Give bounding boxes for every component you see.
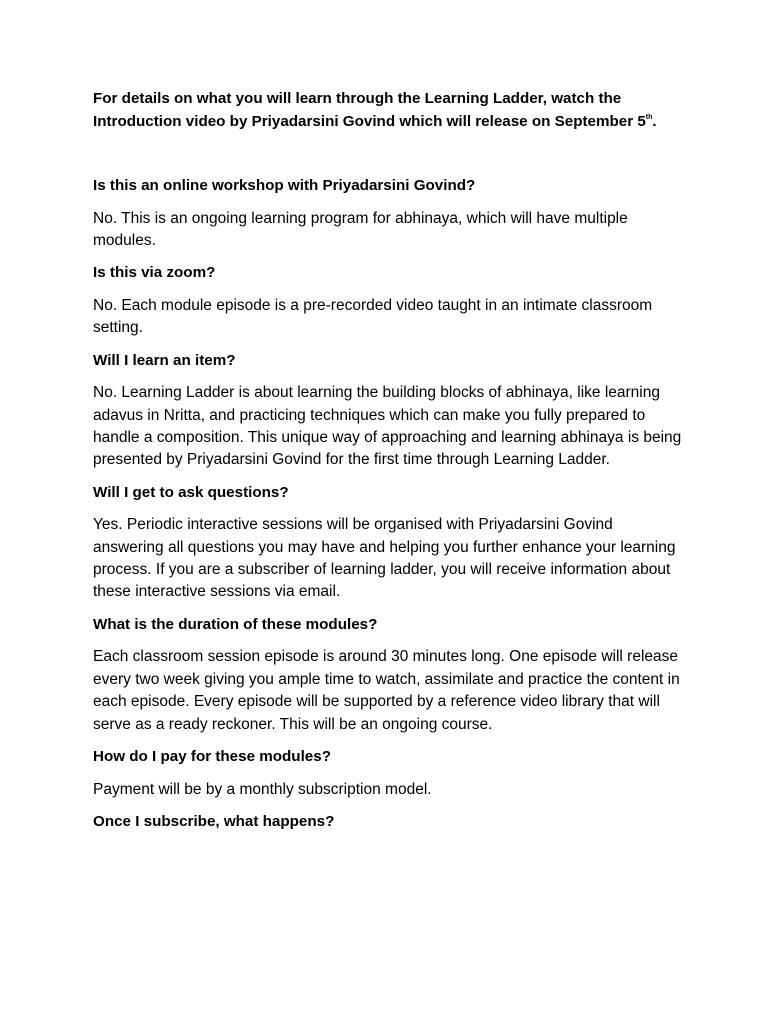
faq-section <box>93 175 683 833</box>
faq-question: Is this an online workshop with Priyadarsini Govind? <box>93 177 476 194</box>
faq-question: How do I pay for these modules? <box>93 748 331 765</box>
faq-answer: Yes. Periodic interactive sessions will be organised with Priyadarsini Govind answering all questions you may have and helping you further enhance your learning process. If you are a subscriber of learning ladder, you will receive information about these interactive sessions via email. <box>93 516 676 601</box>
faq-answer: No. Each module episode is a pre-recorded video taught in an intimate classroom setting. <box>93 296 653 337</box>
faq-answer: No. This is an ongoing learning program for abhinaya, which will have multiple modules. <box>93 209 628 249</box>
intro-paragraph <box>93 88 683 133</box>
document-body <box>93 88 683 843</box>
intro-tail: . <box>652 112 657 130</box>
intro-text: For details on what you will learn through the Learning Ladder, watch the Introduction video by Priyadarsini Govind which will release on September 5 <box>93 90 646 130</box>
faq-answer: Payment will be by a monthly subscription model. <box>93 780 432 798</box>
faq-answer: No. Learning Ladder is about learning the building blocks of abhinaya, like learning adavus in Nritta, and practicing techniques which can make you fully prepared to handle a composition. This unique way of approaching and learning abhinaya is being presented by Priyadarsini Govind for the first time through Learning Ladder. <box>93 384 682 469</box>
faq-question: Will I learn an item? <box>93 351 236 369</box>
faq-question: Once I subscribe, what happens? <box>93 812 335 830</box>
intro-superscript: th <box>645 113 653 121</box>
faq-answer: Each classroom session episode is around 30 minutes long. One episode will release every two week giving you ample time to watch, assimilate and practice the content in each episode. Every episode will be supported by a reference video library that will serve as a ready reckoner. This will be an ongoing course. <box>93 648 680 733</box>
faq-question: Will I get to ask questions? <box>93 483 289 501</box>
faq-question: What is the duration of these modules? <box>93 615 378 633</box>
faq-question: Is this via zoom? <box>93 264 216 282</box>
